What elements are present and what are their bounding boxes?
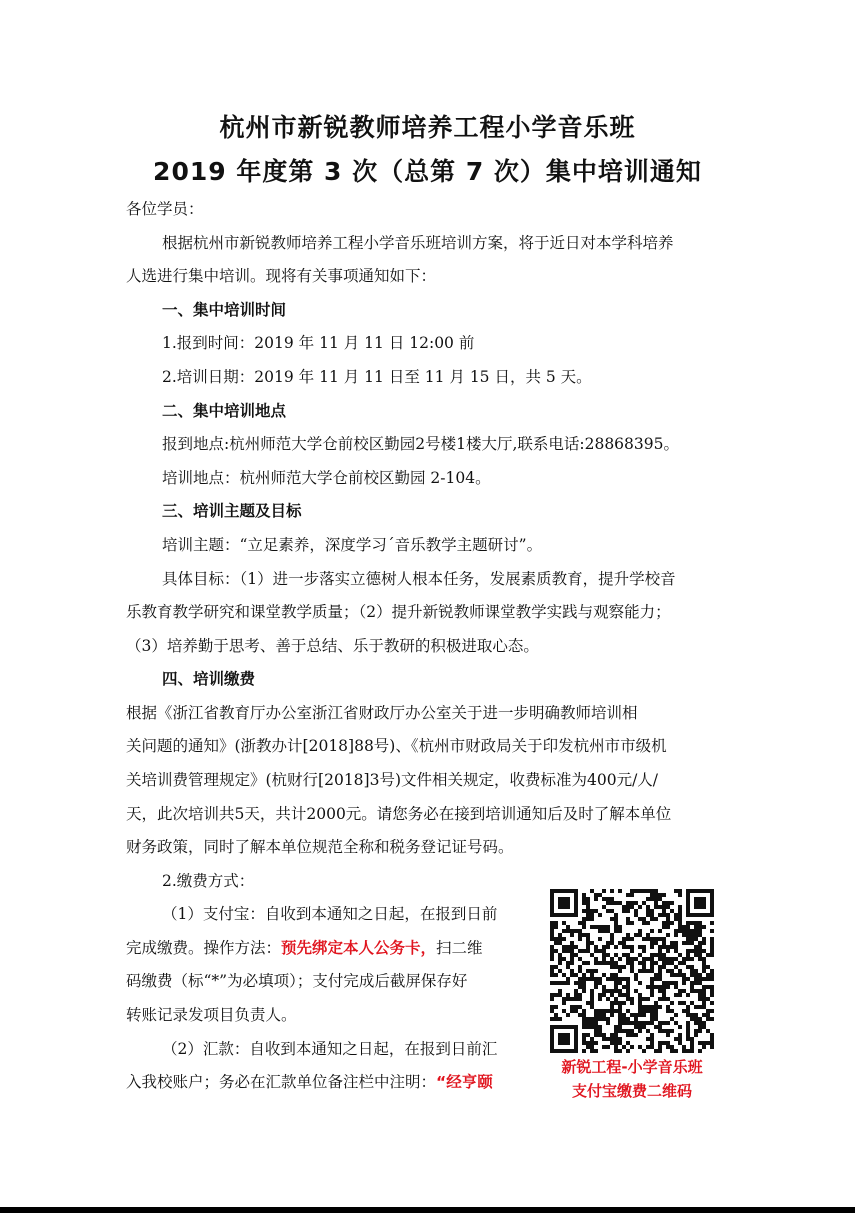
qr-caption-2: 支付宝缴费二维码	[571, 1082, 692, 1100]
alipay-line-2-tail: 扫二维	[436, 939, 483, 957]
qr-code-icon	[550, 889, 714, 1053]
section-1-heading: 一、集中培训时间	[162, 301, 287, 319]
title-line-1: 杭州市新锐教师培养工程小学音乐班	[219, 113, 636, 142]
alipay-line-2	[126, 938, 483, 958]
goal-line-1: 具体目标：（1）进一步落实立德树人根本任务，发展素质教育，提升学校音	[162, 570, 676, 588]
report-time: 1.报到时间：2019 年 11 月 11 日 12:00 前	[162, 334, 475, 352]
remit-line-1: （2）汇款：自收到本通知之日起，在报到日前汇	[162, 1040, 498, 1058]
alipay-line-2-text: 完成缴费。操作方法：	[126, 939, 282, 957]
remit-line-2	[126, 1072, 493, 1092]
report-location: 报到地点:杭州师范大学仓前校区勤园2号楼1楼大厅,联系电话:28868395。	[162, 435, 679, 453]
alipay-line-4: 转账记录发项目负责人。	[126, 1006, 297, 1024]
intro-line-2: 人选进行集中培训。现将有关事项通知如下：	[126, 267, 437, 285]
section-4-heading: 四、培训缴费	[162, 670, 256, 688]
payment-methods-heading: 2.缴费方式：	[162, 872, 255, 890]
qr-caption-1: 新锐工程-小学音乐班	[561, 1058, 703, 1076]
alipay-highlight: 预先绑定本人公务卡，	[281, 939, 437, 957]
intro-line-1: 根据杭州市新锐教师培养工程小学音乐班培训方案，将于近日对本学科培养	[162, 234, 674, 252]
fee-line-2: 关问题的通知》(浙教办计[2018]88号)、《杭州市财政局关于印发杭州市市级机	[126, 737, 667, 755]
section-2-heading: 二、集中培训地点	[162, 402, 287, 420]
alipay-line-3: 码缴费（标“*”为必填项）；支付完成后截屏保存好	[126, 972, 468, 990]
fee-line-1: 根据《浙江省教育厅办公室浙江省财政厅办公室关于进一步明确教师培训相	[126, 704, 638, 722]
salutation: 各位学员：	[126, 200, 204, 218]
training-dates: 2.培训日期：2019 年 11 月 11 日至 11 月 15 日，共 5 天。	[162, 368, 592, 386]
training-theme: 培训主题：“立足素养，深度学习´音乐教学主题研讨”。	[162, 536, 543, 554]
goal-line-3: （3）培养勤于思考、善于总结、乐于教研的积极进取心态。	[126, 637, 539, 655]
title-line-2: 2019 年度第 3 次（总第 7 次）集中培训通知	[153, 157, 702, 186]
section-3-heading: 三、培训主题及目标	[162, 502, 302, 520]
remit-line-2-text: 入我校账户；务必在汇款单位备注栏中注明：	[126, 1073, 437, 1091]
fee-line-5: 财务政策，同时了解本单位规范全称和税务登记证号码。	[126, 838, 514, 856]
bottom-edge	[0, 1207, 855, 1213]
alipay-line-1: （1）支付宝：自收到本通知之日起，在报到日前	[162, 905, 498, 923]
fee-line-4: 天，此次培训共5天，共计2000元。请您务必在接到培训通知后及时了解本单位	[126, 805, 672, 823]
remit-highlight: “经亨颐	[436, 1073, 493, 1091]
fee-line-3: 关培训费管理规定》(杭财行[2018]3号)文件相关规定，收费标准为400元/人/	[126, 771, 659, 789]
training-location: 培训地点：杭州师范大学仓前校区勤园 2-104。	[162, 469, 491, 487]
goal-line-2: 乐教育教学研究和课堂教学质量；（2）提升新锐教师课堂教学实践与观察能力；	[126, 603, 671, 621]
alipay-qr-code	[550, 889, 714, 1053]
